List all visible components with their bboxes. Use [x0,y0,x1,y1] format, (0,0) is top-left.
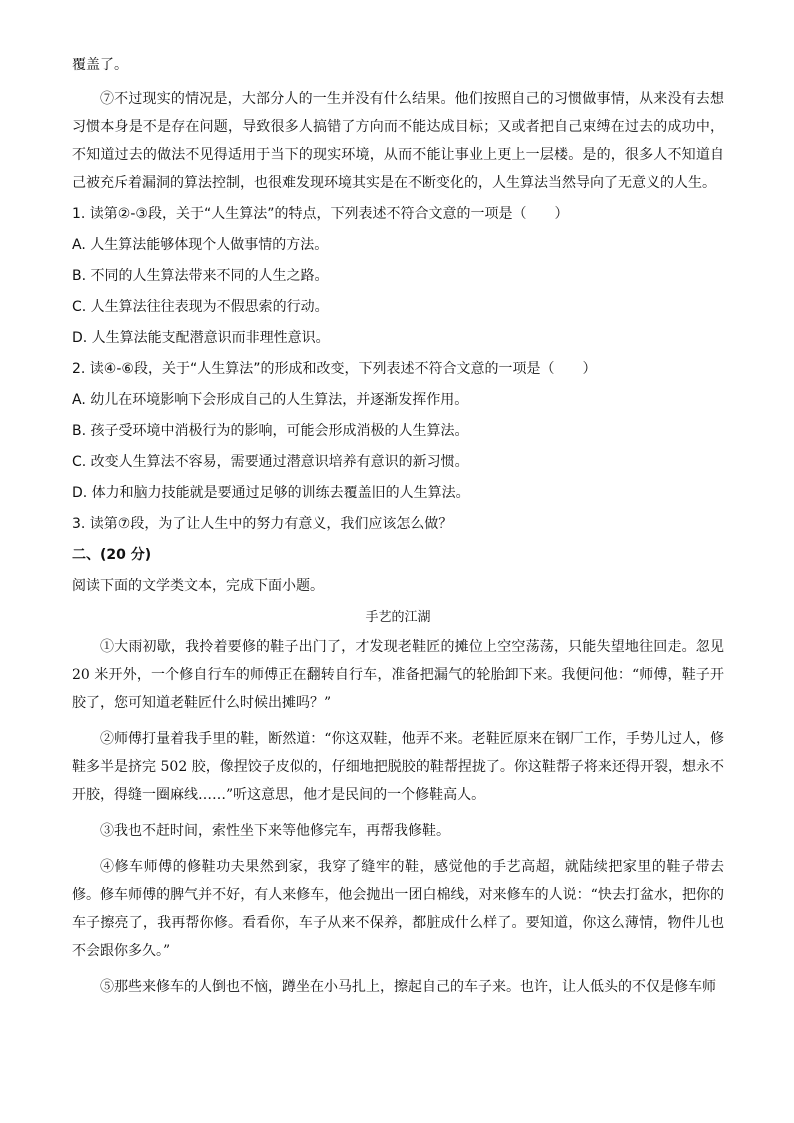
question-1-option-a: A. 人生算法能够体现个人做事情的方法。 [72,237,329,253]
question-2-option-b: B. 孩子受环境中消极行为的影响，可能会形成消极的人生算法。 [72,423,469,439]
article-paragraph-2: ②师傅打量着我手里的鞋，断然道：“你这双鞋，他弄不来。老鞋匠原来在钢厂工作，手势儿过人，修鞋多半是挤完 502 胶，像捏饺子皮似的，仔细地把脱胶的鞋帮捏拢了。你这鞋帮子将来还得开裂，想永不开胶，得缝一圈麻线……”听这意思，他才是民间的一个修鞋高人。 [72,731,724,803]
article-paragraph-4: ④修车师傅的修鞋功夫果然到家，我穿了缝牢的鞋，感觉他的手艺高超，就陆续把家里的鞋子带去修。修车师傅的脾气并不好，有人来修车，他会抛出一团白棉线，对来修车的人说：“快去打盆水，把你的车子擦亮了，我再帮你修。看看你，车子从来不保养，都脏成什么样了。要知道，你这么薄情，物件儿也不会跟你多久。” [72,859,724,959]
question-1 [72,199,724,354]
section-2-instruction: 阅读下面的文学类文本，完成下面小题。 [72,578,324,594]
article-title: 手艺的江湖 [365,610,431,625]
page-content [72,58,724,1001]
question-1-option-b: B. 不同的人生算法带来不同的人生之路。 [72,268,329,284]
question-2-stem: 2. 读④-⑥段，关于“人生算法”的形成和改变，下列表述不符合文意的一项是（ ） [72,361,597,377]
article-paragraph-3: ③我也不赶时间，索性坐下来等他修完车，再帮我修鞋。 [100,823,450,839]
question-2 [72,354,724,509]
question-2-option-a: A. 幼儿在环境影响下会形成自己的人生算法，并逐渐发挥作用。 [72,392,469,408]
article-paragraph-1: ①大雨初歇，我拎着要修的鞋子出门了，才发现老鞋匠的摊位上空空荡荡，只能失望地往回走。忽见 20 米开外，一个修自行车的师傅正在翻转自行车，准备把漏气的轮胎卸下来。我便问他：“师傅，鞋子开胶了，您可知道老鞋匠什么时候出摊吗？” [72,639,724,711]
passage-paragraph-7: ⑦不过现实的情况是，大部分人的一生并没有什么结果。他们按照自己的习惯做事情，从来没有去想习惯本身是不是存在问题，导致很多人搞错了方向而不能达成目标；又或者把自己束缚在过去的成功中，不知道过去的做法不见得适用于当下的现实环境，从而不能让事业上更上一层楼。是的，很多人不知道自己被充斥着漏洞的算法控制，也很难发现环境其实是在不断变化的，人生算法当然导向了无意义的人生。 [72,91,724,191]
passage-line-end: 覆盖了。 [72,57,128,73]
question-3-stem: 3. 读第⑦段，为了让人生中的努力有意义，我们应该怎么做？ [72,516,453,532]
question-1-option-c: C. 人生算法往往表现为不假思索的行动。 [72,299,329,315]
question-3 [72,509,724,540]
question-1-stem: 1. 读第②-③段，关于“人生算法”的特点，下列表述不符合文意的一项是（ ） [72,206,569,222]
question-2-option-d: D. 体力和脑力技能就是要通过足够的训练去覆盖旧的人生算法。 [72,485,470,501]
article-paragraph-5: ⑤那些来修车的人倒也不恼，蹲坐在小马扎上，擦起自己的车子来。也许，让人低头的不仅是修车师 [100,979,716,995]
question-1-option-d: D. 人生算法能支配潜意识而非理性意识。 [72,330,330,346]
question-2-option-c: C. 改变人生算法不容易，需要通过潜意识培养有意识的新习惯。 [72,454,469,470]
section-2-heading: 二、(20 分) [72,547,152,563]
